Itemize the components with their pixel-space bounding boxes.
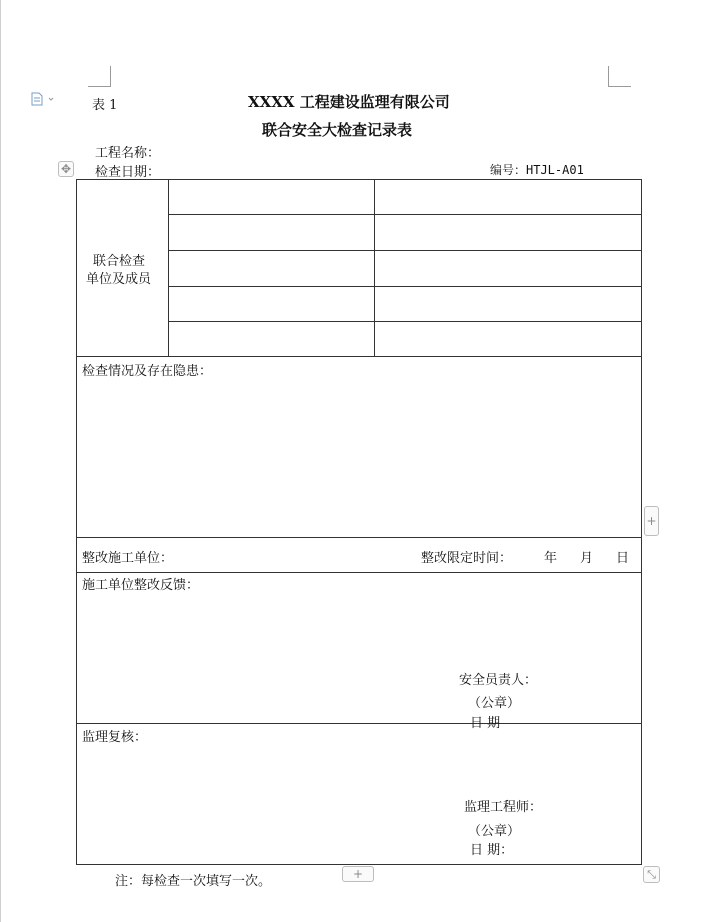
seal-2: （公章） <box>468 824 521 839</box>
add-row-button[interactable]: + <box>342 866 374 882</box>
member-row-line-2 <box>168 250 641 251</box>
project-name-label: 工程名称： <box>95 146 161 161</box>
member-row-line-4 <box>168 321 641 322</box>
date-1-clip <box>467 712 547 731</box>
page-corner-top-right <box>608 66 631 87</box>
page-left-edge <box>0 0 1 922</box>
rectify-unit-label: 整改施工单位： <box>82 551 174 566</box>
member-row-line-3 <box>168 286 641 287</box>
deadline-month: 月 <box>580 551 594 566</box>
section-line-supervision <box>77 723 641 724</box>
page-corner-top-left <box>88 66 111 87</box>
table-number: 表 1 <box>92 98 118 113</box>
inspection-table <box>76 179 642 865</box>
deadline-day: 日 <box>616 551 630 566</box>
section-line-rectify <box>77 537 641 538</box>
deadline-year: 年 <box>544 551 558 566</box>
engineer-label: 监理工程师： <box>464 800 543 815</box>
form-number: 编号：HTJL-A01 <box>490 163 584 177</box>
check-date-label: 检查日期： <box>95 165 161 180</box>
deadline-label: 整改限定时间： <box>421 551 513 566</box>
supervision-label: 监理复核： <box>82 730 148 745</box>
date-2: 日 期： <box>470 843 514 858</box>
members-label-line2: 单位及成员 <box>86 272 152 287</box>
company-name: XXXX 工程建设监理有限公司 <box>248 93 450 111</box>
add-column-button[interactable]: + <box>644 506 659 536</box>
member-cell[interactable] <box>169 180 374 214</box>
section-line-feedback <box>77 572 641 573</box>
seal-1: （公章） <box>468 696 521 711</box>
form-title: 联合安全大检查记录表 <box>262 121 413 139</box>
feedback-label: 施工单位整改反馈： <box>82 578 200 593</box>
date-1: 日 期 <box>470 716 501 731</box>
member-cell[interactable] <box>375 180 641 214</box>
section-line-inspection <box>77 356 641 357</box>
document-icon[interactable] <box>30 91 56 105</box>
inspection-label: 检查情况及存在隐患： <box>82 364 213 379</box>
safety-officer-label: 安全员责人： <box>459 673 538 688</box>
footer-note: 注：每检查一次填写一次。 <box>115 874 272 889</box>
members-label-line1: 联合检查 <box>93 254 146 269</box>
resize-icon[interactable]: ⤡ <box>643 866 660 883</box>
move-icon[interactable]: ✥ <box>58 161 74 177</box>
member-row-line-1 <box>168 214 641 215</box>
